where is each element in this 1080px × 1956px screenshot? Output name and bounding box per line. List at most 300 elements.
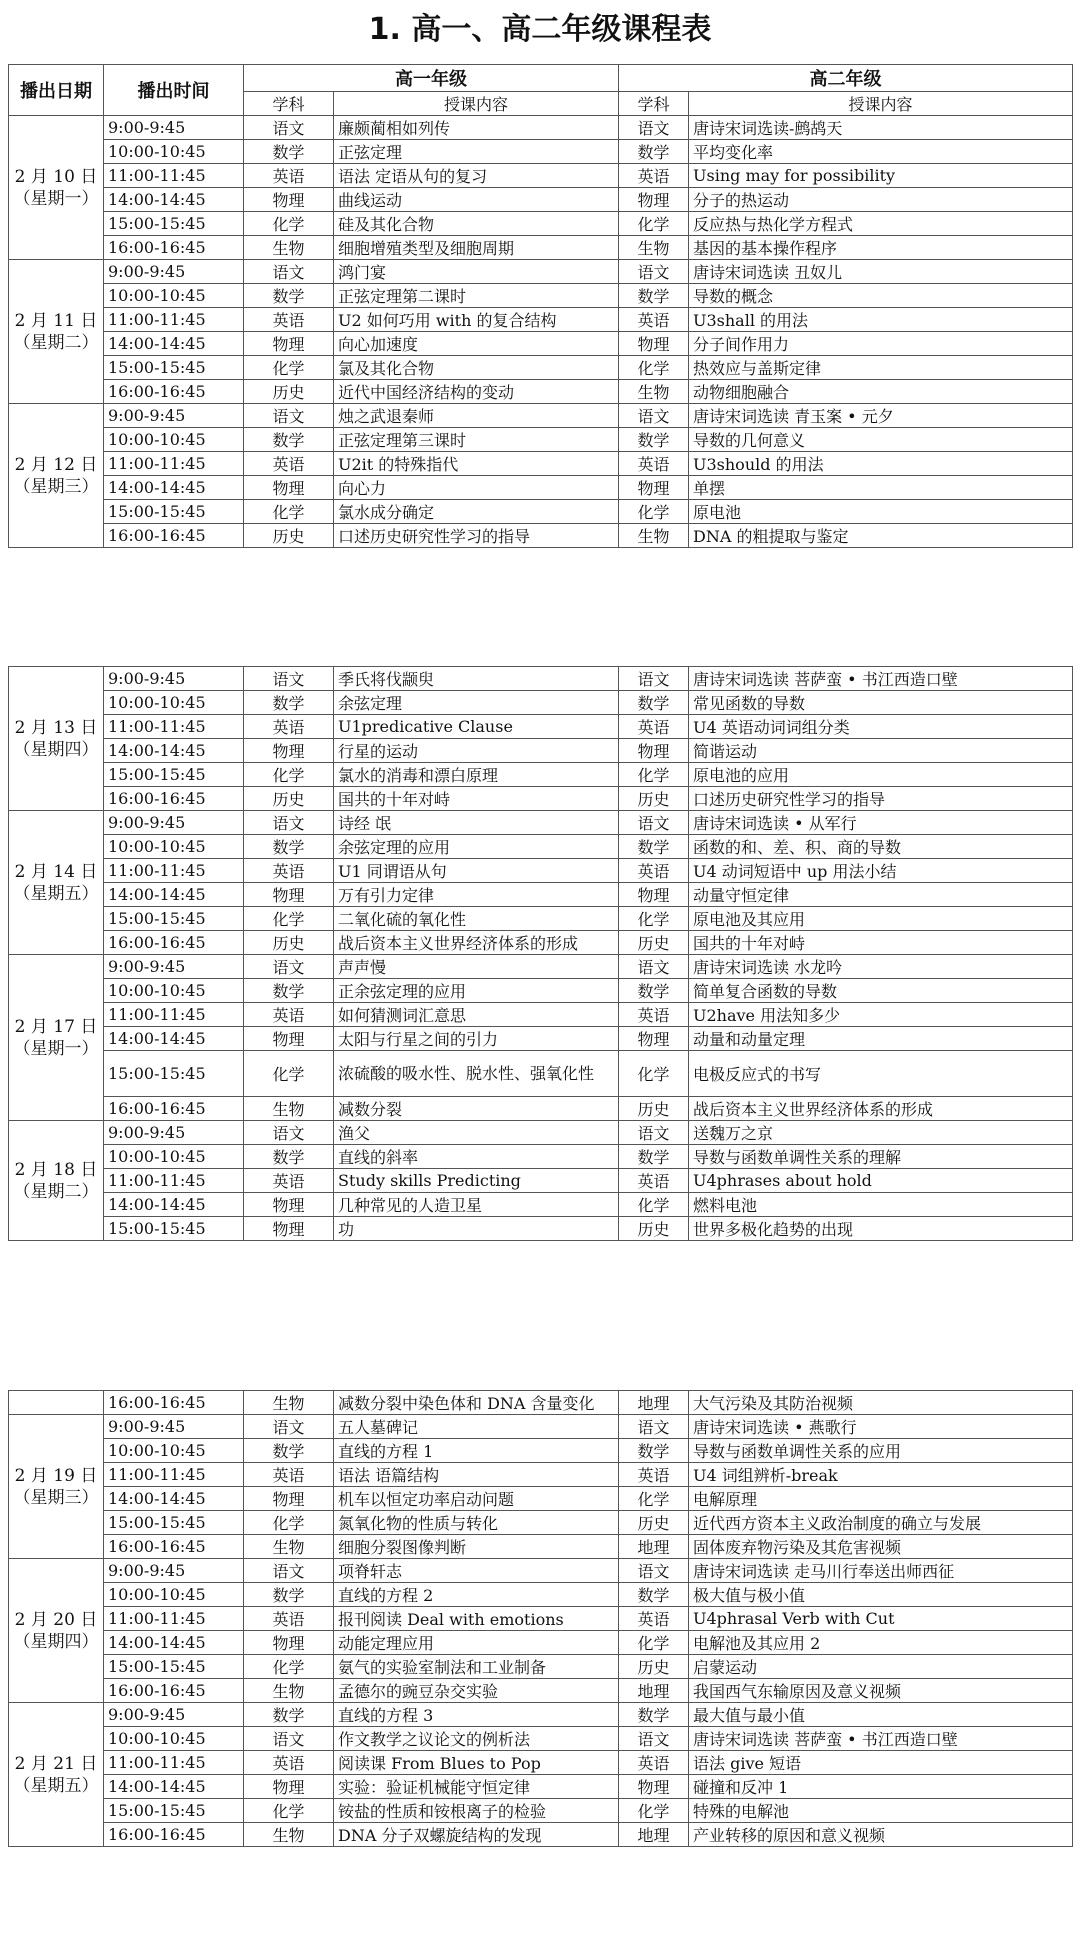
grade1-content-cell: 国共的十年对峙 xyxy=(334,787,619,811)
table-row xyxy=(9,1679,1073,1703)
grade1-subject-cell: 英语 xyxy=(244,452,334,476)
table-row xyxy=(9,1607,1073,1631)
grade1-content-cell: 近代中国经济结构的变动 xyxy=(334,380,619,404)
grade2-content-cell: 唐诗宋词选读 青玉案 • 元夕 xyxy=(689,404,1073,428)
grade1-subject-cell: 物理 xyxy=(244,1487,334,1511)
grade1-subject-cell: 英语 xyxy=(244,1751,334,1775)
grade1-subject-cell: 语文 xyxy=(244,811,334,835)
grade1-subject-cell: 化学 xyxy=(244,356,334,380)
time-cell: 16:00-16:45 xyxy=(104,236,244,260)
grade2-content-cell: 特殊的电解池 xyxy=(689,1799,1073,1823)
table-row xyxy=(9,931,1073,955)
grade1-content-cell: 向心力 xyxy=(334,476,619,500)
grade2-content-cell: 送魏万之京 xyxy=(689,1121,1073,1145)
time-cell: 14:00-14:45 xyxy=(104,739,244,763)
grade2-content-cell: 导数与函数单调性关系的理解 xyxy=(689,1145,1073,1169)
grade1-subject-cell: 物理 xyxy=(244,1193,334,1217)
grade2-subject-cell: 英语 xyxy=(619,1751,689,1775)
grade2-content-cell: 战后资本主义世界经济体系的形成 xyxy=(689,1097,1073,1121)
table-row xyxy=(9,763,1073,787)
date-cell xyxy=(9,955,104,1121)
time-cell: 15:00-15:45 xyxy=(104,356,244,380)
grade2-subject-cell: 物理 xyxy=(619,1027,689,1051)
grade1-content-cell: U2it 的特殊指代 xyxy=(334,452,619,476)
grade1-content-cell: 余弦定理的应用 xyxy=(334,835,619,859)
table-row xyxy=(9,1511,1073,1535)
time-cell: 15:00-15:45 xyxy=(104,1799,244,1823)
table-row xyxy=(9,835,1073,859)
grade2-content-cell: 平均变化率 xyxy=(689,140,1073,164)
table-row xyxy=(9,1145,1073,1169)
time-cell: 10:00-10:45 xyxy=(104,979,244,1003)
grade2-content-cell: 国共的十年对峙 xyxy=(689,931,1073,955)
grade1-content-cell: U2 如何巧用 with 的复合结构 xyxy=(334,308,619,332)
grade1-subject-cell: 化学 xyxy=(244,1051,334,1097)
weekday-label: （星期五） xyxy=(13,1775,99,1796)
grade1-subject-cell: 化学 xyxy=(244,763,334,787)
grade2-content-cell: 导数的几何意义 xyxy=(689,428,1073,452)
grade2-content-cell: 分子的热运动 xyxy=(689,188,1073,212)
grade1-subject-cell: 语文 xyxy=(244,404,334,428)
grade1-content-cell: 直线的方程 1 xyxy=(334,1439,619,1463)
grade1-content-cell: 实验：验证机械能守恒定律 xyxy=(334,1775,619,1799)
grade2-content-cell: U2have 用法知多少 xyxy=(689,1003,1073,1027)
grade1-subject-cell: 英语 xyxy=(244,308,334,332)
grade1-content-cell: 细胞分裂图像判断 xyxy=(334,1535,619,1559)
table-row xyxy=(9,883,1073,907)
time-cell: 11:00-11:45 xyxy=(104,1751,244,1775)
grade1-content-cell: 季氏将伐颛臾 xyxy=(334,667,619,691)
grade2-content-cell: 电解原理 xyxy=(689,1487,1073,1511)
table-row xyxy=(9,1583,1073,1607)
grade2-subject-cell: 物理 xyxy=(619,332,689,356)
grade1-subject-cell: 数学 xyxy=(244,1439,334,1463)
time-cell: 9:00-9:45 xyxy=(104,1121,244,1145)
time-cell: 10:00-10:45 xyxy=(104,140,244,164)
grade2-subject-cell: 物理 xyxy=(619,739,689,763)
grade2-subject-cell: 英语 xyxy=(619,1003,689,1027)
grade1-content-cell: 功 xyxy=(334,1217,619,1241)
grade1-subject-cell: 数学 xyxy=(244,1703,334,1727)
grade1-subject-cell: 历史 xyxy=(244,931,334,955)
grade1-content-cell: 诗经 氓 xyxy=(334,811,619,835)
grade2-content-cell: 口述历史研究性学习的指导 xyxy=(689,787,1073,811)
date-label: 2 月 20 日 xyxy=(14,1609,98,1630)
time-cell: 11:00-11:45 xyxy=(104,452,244,476)
date-label: 2 月 10 日 xyxy=(14,166,98,187)
table-row xyxy=(9,404,1073,428)
table-row xyxy=(9,164,1073,188)
date-label: 2 月 14 日 xyxy=(14,861,98,882)
grade2-subject-cell: 化学 xyxy=(619,356,689,380)
grade1-subject-cell: 语文 xyxy=(244,1559,334,1583)
grade2-subject-cell: 化学 xyxy=(619,1193,689,1217)
weekday-label: （星期二） xyxy=(13,1181,99,1202)
date-cell xyxy=(9,1121,104,1241)
grade1-content-cell: 战后资本主义世界经济体系的形成 xyxy=(334,931,619,955)
weekday-label: （星期五） xyxy=(13,883,99,904)
grade1-subject-cell: 语文 xyxy=(244,1121,334,1145)
time-cell: 16:00-16:45 xyxy=(104,1391,244,1415)
page-title: 1. 高一、高二年级课程表 xyxy=(368,12,712,47)
date-cell xyxy=(9,260,104,404)
grade1-subject-cell: 历史 xyxy=(244,380,334,404)
grade2-content-cell: U3should 的用法 xyxy=(689,452,1073,476)
table-row xyxy=(9,260,1073,284)
grade2-subject-cell: 历史 xyxy=(619,787,689,811)
grade1-content-cell: 孟德尔的豌豆杂交实验 xyxy=(334,1679,619,1703)
grade1-content-cell: 报刊阅读 Deal with emotions xyxy=(334,1607,619,1631)
grade2-subject-cell: 历史 xyxy=(619,1097,689,1121)
grade2-subject-cell: 数学 xyxy=(619,428,689,452)
grade1-subject-cell: 数学 xyxy=(244,835,334,859)
grade1-content-cell: 作文教学之议论文的例析法 xyxy=(334,1727,619,1751)
grade1-content-cell: Study skills Predicting xyxy=(334,1169,619,1193)
grade1-subject-cell: 物理 xyxy=(244,1027,334,1051)
grade2-content-cell: 简谐运动 xyxy=(689,739,1073,763)
table-row xyxy=(9,691,1073,715)
grade1-subject-cell: 生物 xyxy=(244,236,334,260)
grade1-subject-cell: 生物 xyxy=(244,1097,334,1121)
grade2-content-cell: U3shall 的用法 xyxy=(689,308,1073,332)
grade2-subject-cell: 生物 xyxy=(619,236,689,260)
grade2-subject-cell: 语文 xyxy=(619,955,689,979)
table-row xyxy=(9,1487,1073,1511)
grade1-content-cell: 语法 定语从句的复习 xyxy=(334,164,619,188)
table-row xyxy=(9,739,1073,763)
grade2-subject-cell: 英语 xyxy=(619,164,689,188)
grade1-content-cell: 氯水成分确定 xyxy=(334,500,619,524)
grade1-content-cell: 氮氧化物的性质与转化 xyxy=(334,1511,619,1535)
weekday-label: （星期一） xyxy=(13,1038,99,1059)
grade2-subject-cell: 化学 xyxy=(619,212,689,236)
date-cell xyxy=(9,1415,104,1559)
table-row xyxy=(9,188,1073,212)
grade2-content-cell: 最大值与最小值 xyxy=(689,1703,1073,1727)
table-row xyxy=(9,1655,1073,1679)
time-cell: 9:00-9:45 xyxy=(104,1703,244,1727)
grade1-content-cell: 直线的方程 3 xyxy=(334,1703,619,1727)
grade1-content-cell: 正弦定理第三课时 xyxy=(334,428,619,452)
grade1-content-cell: DNA 分子双螺旋结构的发现 xyxy=(334,1823,619,1847)
grade1-content-cell: U1 同谓语从句 xyxy=(334,859,619,883)
header-grade-1: 高一年级 xyxy=(244,65,619,92)
grade2-subject-cell: 物理 xyxy=(619,188,689,212)
grade1-subject-cell: 英语 xyxy=(244,859,334,883)
grade1-subject-cell: 生物 xyxy=(244,1679,334,1703)
time-cell: 14:00-14:45 xyxy=(104,476,244,500)
table-row xyxy=(9,1631,1073,1655)
weekday-label: （星期四） xyxy=(13,739,99,760)
time-cell: 10:00-10:45 xyxy=(104,284,244,308)
grade1-content-cell: 阅读课 From Blues to Pop xyxy=(334,1751,619,1775)
grade2-subject-cell: 物理 xyxy=(619,883,689,907)
grade1-content-cell: 鸿门宴 xyxy=(334,260,619,284)
grade2-subject-cell: 物理 xyxy=(619,1775,689,1799)
time-cell: 14:00-14:45 xyxy=(104,1631,244,1655)
grade2-content-cell: 唐诗宋词选读 • 从军行 xyxy=(689,811,1073,835)
grade2-subject-cell: 历史 xyxy=(619,1655,689,1679)
grade2-content-cell: 唐诗宋词选读 菩萨蛮 • 书江西造口壁 xyxy=(689,667,1073,691)
table-row xyxy=(9,1097,1073,1121)
grade2-content-cell: 唐诗宋词选读 丑奴儿 xyxy=(689,260,1073,284)
grade2-content-cell: 极大值与极小值 xyxy=(689,1583,1073,1607)
table-row xyxy=(9,979,1073,1003)
grade2-subject-cell: 英语 xyxy=(619,452,689,476)
grade1-subject-cell: 化学 xyxy=(244,500,334,524)
table-row xyxy=(9,236,1073,260)
table-row xyxy=(9,1559,1073,1583)
grade1-content-cell: 声声慢 xyxy=(334,955,619,979)
time-cell: 14:00-14:45 xyxy=(104,188,244,212)
grade2-subject-cell: 化学 xyxy=(619,1799,689,1823)
grade2-content-cell: 唐诗宋词选读 走马川行奉送出师西征 xyxy=(689,1559,1073,1583)
table-row xyxy=(9,1169,1073,1193)
grade2-subject-cell: 语文 xyxy=(619,667,689,691)
grade2-content-cell: 导数与函数单调性关系的应用 xyxy=(689,1439,1073,1463)
table-row xyxy=(9,308,1073,332)
grade2-content-cell: 动量守恒定律 xyxy=(689,883,1073,907)
grade2-content-cell: 简单复合函数的导数 xyxy=(689,979,1073,1003)
grade1-subject-cell: 数学 xyxy=(244,428,334,452)
grade1-content-cell: 向心加速度 xyxy=(334,332,619,356)
grade2-content-cell: 反应热与热化学方程式 xyxy=(689,212,1073,236)
grade2-content-cell: 电解池及其应用 2 xyxy=(689,1631,1073,1655)
grade2-subject-cell: 英语 xyxy=(619,1607,689,1631)
grade2-content-cell: 电极反应式的书写 xyxy=(689,1051,1073,1097)
date-cell xyxy=(9,116,104,260)
grade2-subject-cell: 英语 xyxy=(619,1169,689,1193)
grade1-content-cell: U1predicative Clause xyxy=(334,715,619,739)
time-cell: 16:00-16:45 xyxy=(104,380,244,404)
grade1-subject-cell: 物理 xyxy=(244,883,334,907)
grade1-subject-cell: 数学 xyxy=(244,284,334,308)
grade2-content-cell: 碰撞和反冲 1 xyxy=(689,1775,1073,1799)
date-cell xyxy=(9,1559,104,1703)
time-cell: 9:00-9:45 xyxy=(104,667,244,691)
header-subject-g2: 学科 xyxy=(619,92,689,116)
grade1-subject-cell: 化学 xyxy=(244,907,334,931)
time-cell: 10:00-10:45 xyxy=(104,1727,244,1751)
grade2-subject-cell: 化学 xyxy=(619,500,689,524)
grade1-subject-cell: 英语 xyxy=(244,164,334,188)
grade2-subject-cell: 化学 xyxy=(619,907,689,931)
grade1-content-cell: 细胞增殖类型及细胞周期 xyxy=(334,236,619,260)
grade2-subject-cell: 数学 xyxy=(619,1145,689,1169)
time-cell: 11:00-11:45 xyxy=(104,164,244,188)
grade1-content-cell: 正余弦定理的应用 xyxy=(334,979,619,1003)
grade2-subject-cell: 地理 xyxy=(619,1535,689,1559)
time-cell: 10:00-10:45 xyxy=(104,1145,244,1169)
table-row xyxy=(9,1051,1073,1097)
grade2-content-cell: 分子间作用力 xyxy=(689,332,1073,356)
grade2-subject-cell: 生物 xyxy=(619,524,689,548)
grade2-content-cell: 大气污染及其防治视频 xyxy=(689,1391,1073,1415)
grade2-subject-cell: 语文 xyxy=(619,116,689,140)
table-row xyxy=(9,1003,1073,1027)
grade1-content-cell: 余弦定理 xyxy=(334,691,619,715)
header-grade-2: 高二年级 xyxy=(619,65,1073,92)
grade2-content-cell: 语法 give 短语 xyxy=(689,1751,1073,1775)
time-cell: 15:00-15:45 xyxy=(104,907,244,931)
date-cell xyxy=(9,404,104,548)
grade1-content-cell: 行星的运动 xyxy=(334,739,619,763)
grade2-subject-cell: 语文 xyxy=(619,404,689,428)
table-row xyxy=(9,715,1073,739)
grade2-subject-cell: 化学 xyxy=(619,1631,689,1655)
table-row xyxy=(9,476,1073,500)
grade1-subject-cell: 物理 xyxy=(244,739,334,763)
table-row xyxy=(9,787,1073,811)
grade1-content-cell: 渔父 xyxy=(334,1121,619,1145)
grade1-content-cell: 廉颇蔺相如列传 xyxy=(334,116,619,140)
time-cell: 11:00-11:45 xyxy=(104,1169,244,1193)
grade2-subject-cell: 英语 xyxy=(619,715,689,739)
time-cell: 9:00-9:45 xyxy=(104,260,244,284)
grade2-subject-cell: 语文 xyxy=(619,1727,689,1751)
header-row-1 xyxy=(9,65,1073,92)
table-row xyxy=(9,907,1073,931)
table-row xyxy=(9,116,1073,140)
grade1-content-cell: 直线的方程 2 xyxy=(334,1583,619,1607)
grade2-content-cell: 基因的基本操作程序 xyxy=(689,236,1073,260)
schedule-table-part-3 xyxy=(8,1390,1073,1847)
grade1-subject-cell: 物理 xyxy=(244,1217,334,1241)
time-cell: 9:00-9:45 xyxy=(104,404,244,428)
table-row xyxy=(9,1799,1073,1823)
table-row xyxy=(9,1751,1073,1775)
time-cell: 9:00-9:45 xyxy=(104,1415,244,1439)
grade2-content-cell: 热效应与盖斯定律 xyxy=(689,356,1073,380)
grade1-content-cell: 几种常见的人造卫星 xyxy=(334,1193,619,1217)
grade1-subject-cell: 数学 xyxy=(244,1583,334,1607)
grade1-subject-cell: 生物 xyxy=(244,1391,334,1415)
grade2-subject-cell: 历史 xyxy=(619,1511,689,1535)
table-row xyxy=(9,380,1073,404)
date-label: 2 月 12 日 xyxy=(14,454,98,475)
table-row xyxy=(9,500,1073,524)
grade2-subject-cell: 数学 xyxy=(619,835,689,859)
table-row xyxy=(9,667,1073,691)
grade1-subject-cell: 化学 xyxy=(244,1511,334,1535)
table-row xyxy=(9,1727,1073,1751)
grade2-subject-cell: 语文 xyxy=(619,1559,689,1583)
grade2-subject-cell: 英语 xyxy=(619,1463,689,1487)
time-cell: 16:00-16:45 xyxy=(104,1097,244,1121)
grade1-subject-cell: 数学 xyxy=(244,691,334,715)
schedule-table-part-2 xyxy=(8,666,1073,1241)
grade2-subject-cell: 语文 xyxy=(619,1121,689,1145)
grade2-subject-cell: 英语 xyxy=(619,308,689,332)
grade1-subject-cell: 物理 xyxy=(244,476,334,500)
date-cell xyxy=(9,1703,104,1847)
weekday-label: （星期三） xyxy=(13,1487,99,1508)
grade1-content-cell: 二氧化硫的氧化性 xyxy=(334,907,619,931)
table-row xyxy=(9,811,1073,835)
grade2-content-cell: 函数的和、差、积、商的导数 xyxy=(689,835,1073,859)
table-row xyxy=(9,859,1073,883)
grade1-subject-cell: 数学 xyxy=(244,140,334,164)
grade2-content-cell: 固体废弃物污染及其危害视频 xyxy=(689,1535,1073,1559)
grade1-content-cell: 浓硫酸的吸水性、脱水性、强氧化性 xyxy=(334,1051,619,1097)
grade2-subject-cell: 数学 xyxy=(619,1703,689,1727)
weekday-label: （星期二） xyxy=(13,332,99,353)
grade2-subject-cell: 生物 xyxy=(619,380,689,404)
table-row xyxy=(9,428,1073,452)
grade2-content-cell: 原电池及其应用 xyxy=(689,907,1073,931)
date-label: 2 月 13 日 xyxy=(14,717,98,738)
grade1-content-cell: 烛之武退秦师 xyxy=(334,404,619,428)
table-row xyxy=(9,1121,1073,1145)
table-row xyxy=(9,1703,1073,1727)
header-time: 播出时间 xyxy=(104,65,244,116)
grade2-content-cell: 单摆 xyxy=(689,476,1073,500)
table-row xyxy=(9,356,1073,380)
time-cell: 15:00-15:45 xyxy=(104,212,244,236)
time-cell: 9:00-9:45 xyxy=(104,1559,244,1583)
weekday-label: （星期三） xyxy=(13,476,99,497)
grade2-content-cell: 燃料电池 xyxy=(689,1193,1073,1217)
time-cell: 10:00-10:45 xyxy=(104,691,244,715)
grade1-subject-cell: 英语 xyxy=(244,1607,334,1631)
grade1-subject-cell: 化学 xyxy=(244,1799,334,1823)
time-cell: 11:00-11:45 xyxy=(104,1463,244,1487)
grade1-subject-cell: 语文 xyxy=(244,667,334,691)
grade2-content-cell: 世界多极化趋势的出现 xyxy=(689,1217,1073,1241)
time-cell: 14:00-14:45 xyxy=(104,1027,244,1051)
grade1-subject-cell: 化学 xyxy=(244,1655,334,1679)
time-cell: 15:00-15:45 xyxy=(104,1511,244,1535)
header-content-g1: 授课内容 xyxy=(334,92,619,116)
grade2-content-cell: 导数的概念 xyxy=(689,284,1073,308)
time-cell: 16:00-16:45 xyxy=(104,1679,244,1703)
grade1-content-cell: 口述历史研究性学习的指导 xyxy=(334,524,619,548)
table-row xyxy=(9,1775,1073,1799)
time-cell: 16:00-16:45 xyxy=(104,1823,244,1847)
date-label: 2 月 19 日 xyxy=(14,1465,98,1486)
table-row xyxy=(9,1415,1073,1439)
header-content-g2: 授课内容 xyxy=(689,92,1073,116)
time-cell: 9:00-9:45 xyxy=(104,811,244,835)
grade2-content-cell: 唐诗宋词选读 • 燕歌行 xyxy=(689,1415,1073,1439)
grade1-content-cell: 氨气的实验室制法和工业制备 xyxy=(334,1655,619,1679)
grade1-subject-cell: 语文 xyxy=(244,260,334,284)
time-cell: 9:00-9:45 xyxy=(104,116,244,140)
time-cell: 14:00-14:45 xyxy=(104,1193,244,1217)
time-cell: 10:00-10:45 xyxy=(104,1583,244,1607)
table-row xyxy=(9,955,1073,979)
table-row xyxy=(9,1193,1073,1217)
grade1-subject-cell: 语文 xyxy=(244,1415,334,1439)
grade2-subject-cell: 数学 xyxy=(619,140,689,164)
grade2-content-cell: 我国西气东输原因及意义视频 xyxy=(689,1679,1073,1703)
weekday-label: （星期四） xyxy=(13,1631,99,1652)
time-cell: 15:00-15:45 xyxy=(104,1051,244,1097)
grade2-subject-cell: 语文 xyxy=(619,260,689,284)
grade1-subject-cell: 英语 xyxy=(244,1169,334,1193)
grade1-content-cell: 铵盐的性质和铵根离子的检验 xyxy=(334,1799,619,1823)
grade2-subject-cell: 数学 xyxy=(619,691,689,715)
time-cell: 16:00-16:45 xyxy=(104,1535,244,1559)
time-cell: 10:00-10:45 xyxy=(104,1439,244,1463)
time-cell: 10:00-10:45 xyxy=(104,428,244,452)
date-label: 2 月 17 日 xyxy=(14,1016,98,1037)
grade1-subject-cell: 物理 xyxy=(244,332,334,356)
grade2-content-cell: U4phrasal Verb with Cut xyxy=(689,1607,1073,1631)
time-cell: 15:00-15:45 xyxy=(104,500,244,524)
grade2-content-cell: DNA 的粗提取与鉴定 xyxy=(689,524,1073,548)
grade2-subject-cell: 语文 xyxy=(619,811,689,835)
